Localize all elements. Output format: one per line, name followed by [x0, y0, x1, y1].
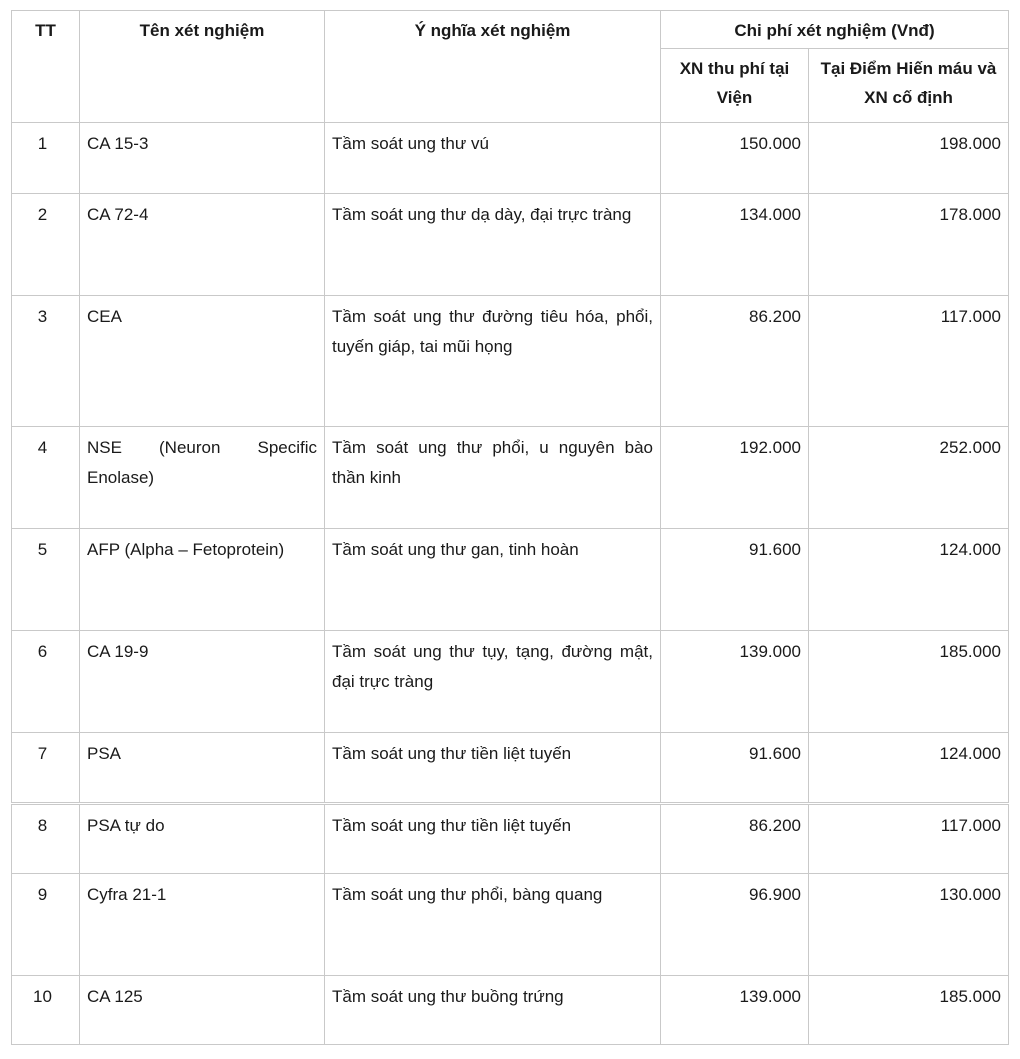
row-test-meaning: Tầm soát ung thư đường tiêu hóa, phổi, tuyến giáp, tai mũi họng — [325, 296, 661, 427]
row-test-name: CA 125 — [80, 976, 325, 1045]
table-row — [12, 733, 1009, 804]
row-test-name: NSE (Neuron Specific Enolase) — [80, 427, 325, 529]
row-test-meaning: Tầm soát ung thư gan, tinh hoàn — [325, 529, 661, 631]
row-cost-institute: 139.000 — [661, 631, 809, 733]
row-cost-donation: 185.000 — [809, 976, 1009, 1045]
row-tt: 4 — [12, 427, 80, 529]
row-cost-donation: 117.000 — [809, 296, 1009, 427]
table-row — [12, 529, 1009, 631]
row-tt: 5 — [12, 529, 80, 631]
header-tt: TT — [12, 11, 80, 123]
row-cost-donation: 178.000 — [809, 194, 1009, 296]
table-row — [12, 123, 1009, 194]
table-row — [12, 976, 1009, 1045]
row-test-name: CEA — [80, 296, 325, 427]
row-cost-donation: 198.000 — [809, 123, 1009, 194]
row-test-name: CA 72-4 — [80, 194, 325, 296]
row-cost-donation: 252.000 — [809, 427, 1009, 529]
row-cost-donation: 117.000 — [809, 804, 1009, 874]
row-test-name: Cyfra 21-1 — [80, 874, 325, 976]
row-tt: 1 — [12, 123, 80, 194]
row-test-meaning: Tầm soát ung thư phổi, bàng quang — [325, 874, 661, 976]
row-cost-institute: 134.000 — [661, 194, 809, 296]
row-cost-donation: 124.000 — [809, 529, 1009, 631]
row-cost-donation: 130.000 — [809, 874, 1009, 976]
table-header — [12, 11, 1009, 123]
row-cost-institute: 91.600 — [661, 529, 809, 631]
row-cost-institute: 91.600 — [661, 733, 809, 804]
row-test-meaning: Tầm soát ung thư tụy, tạng, đường mật, đại trực tràng — [325, 631, 661, 733]
row-test-meaning: Tầm soát ung thư phổi, u nguyên bào thần kinh — [325, 427, 661, 529]
row-tt: 2 — [12, 194, 80, 296]
row-tt: 10 — [12, 976, 80, 1045]
row-tt: 6 — [12, 631, 80, 733]
row-tt: 3 — [12, 296, 80, 427]
header-test-meaning: Ý nghĩa xét nghiệm — [325, 11, 661, 123]
row-tt: 7 — [12, 733, 80, 804]
row-cost-institute: 139.000 — [661, 976, 809, 1045]
table-row — [12, 296, 1009, 427]
header-cost-group: Chi phí xét nghiệm (Vnđ) — [661, 11, 1009, 49]
row-test-meaning: Tầm soát ung thư tiền liệt tuyến — [325, 733, 661, 804]
table-row — [12, 631, 1009, 733]
row-test-name: PSA tự do — [80, 804, 325, 874]
table-body — [12, 123, 1009, 1045]
row-cost-donation: 185.000 — [809, 631, 1009, 733]
row-cost-institute: 86.200 — [661, 296, 809, 427]
row-tt: 9 — [12, 874, 80, 976]
header-test-name: Tên xét nghiệm — [80, 11, 325, 123]
row-cost-institute: 150.000 — [661, 123, 809, 194]
table-row — [12, 874, 1009, 976]
row-tt: 8 — [12, 804, 80, 874]
row-test-meaning: Tầm soát ung thư dạ dày, đại trực tràng — [325, 194, 661, 296]
row-test-meaning: Tầm soát ung thư buồng trứng — [325, 976, 661, 1045]
row-cost-donation: 124.000 — [809, 733, 1009, 804]
row-test-name: CA 15-3 — [80, 123, 325, 194]
header-cost-institute: XN thu phí tại Viện — [661, 49, 809, 123]
row-cost-institute: 96.900 — [661, 874, 809, 976]
test-price-table — [11, 10, 1009, 1045]
table-row — [12, 804, 1009, 874]
test-price-table-wrapper — [11, 10, 1009, 1045]
row-test-meaning: Tầm soát ung thư vú — [325, 123, 661, 194]
table-row — [12, 194, 1009, 296]
row-test-meaning: Tầm soát ung thư tiền liệt tuyến — [325, 804, 661, 874]
table-row — [12, 427, 1009, 529]
row-cost-institute: 192.000 — [661, 427, 809, 529]
header-cost-donation: Tại Điểm Hiến máu và XN cố định — [809, 49, 1009, 123]
row-test-name: CA 19-9 — [80, 631, 325, 733]
row-test-name: AFP (Alpha – Fetoprotein) — [80, 529, 325, 631]
row-cost-institute: 86.200 — [661, 804, 809, 874]
row-test-name: PSA — [80, 733, 325, 804]
